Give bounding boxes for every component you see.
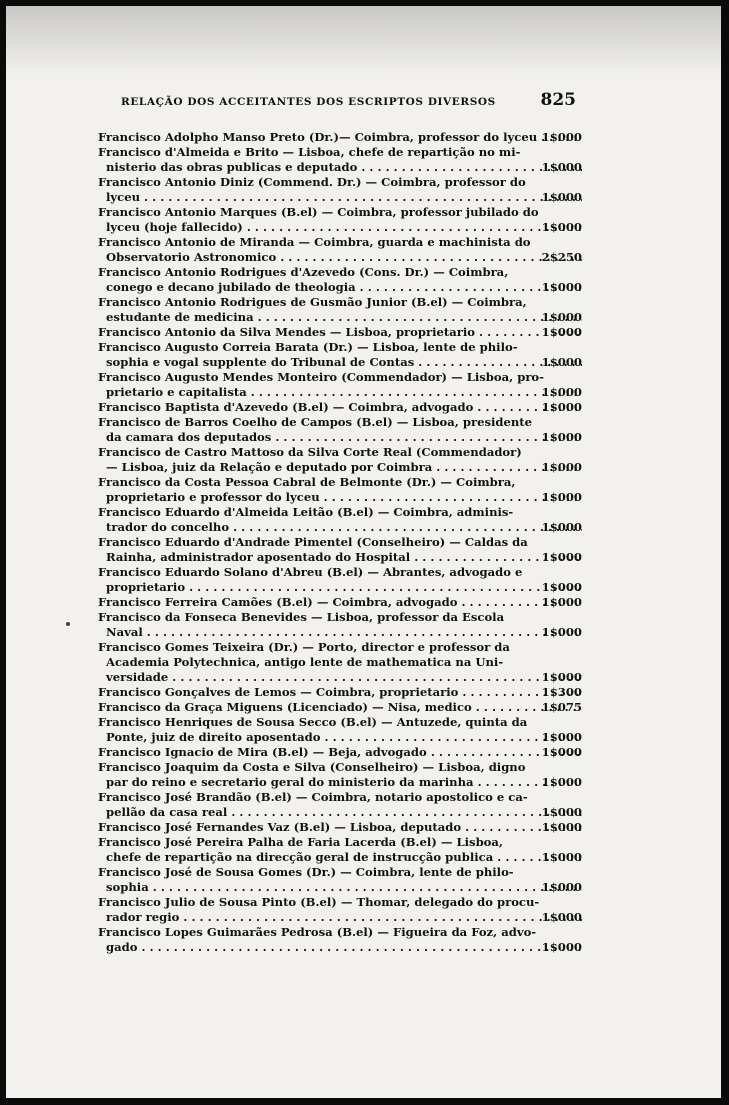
entry-line: [98, 175, 582, 190]
list-item: [98, 205, 582, 235]
entry-text: prietario e capitalista . . .: [106, 385, 582, 399]
entry-amount: 1$000: [541, 670, 582, 684]
entry-line: [98, 475, 582, 490]
entry-text: Francisco Baptista d'Azevedo (B.el) — Coimbra, advogado . . .: [98, 400, 582, 414]
list-item: [98, 610, 582, 640]
entry-text: estudante de medicina . . .: [106, 310, 582, 324]
list-item: [98, 640, 582, 685]
entry-line: [98, 760, 582, 775]
entry-line: [98, 625, 582, 640]
entry-line: [98, 295, 582, 310]
entry-text: Francisco Joaquim da Costa e Silva (Conselheiro) — Lisboa, digno: [98, 760, 526, 774]
list-item: [98, 745, 582, 760]
list-item: [98, 475, 582, 505]
entry-text: conego e decano jubilado de theologia . . .: [106, 280, 582, 294]
entry-amount: 1$000: [541, 820, 582, 834]
entry-line: [98, 385, 582, 400]
entry-text: Francisco da Fonseca Benevides — Lisboa, professor da Escola: [98, 610, 505, 624]
page-title: RELAÇÃO DOS ACCEITANTES DOS ESCRIPTOS DIVERSOS: [121, 96, 496, 108]
entry-line: [98, 865, 582, 880]
entry-line: [98, 550, 582, 565]
list-item: [98, 595, 582, 610]
entry-line: [98, 610, 582, 625]
entry-line: [98, 130, 582, 145]
entry-amount: 1$000: [541, 580, 582, 594]
page-number: 825: [540, 90, 576, 110]
entry-text: Observatorio Astronomico . . .: [106, 250, 582, 264]
entry-text: lyceu . . .: [106, 190, 582, 204]
list-item: [98, 820, 582, 835]
entry-text: chefe de repartição na direcção geral de instrucção publica . . .: [106, 850, 582, 864]
entry-text: proprietario e professor do lyceu . . .: [106, 490, 582, 504]
entry-amount: 1$000: [541, 910, 582, 924]
list-item: [98, 145, 582, 175]
list-item: [98, 235, 582, 265]
entry-text: lyceu (hoje fallecido) . . .: [106, 220, 582, 234]
entry-line: [98, 880, 582, 895]
entry-amount: 1$000: [541, 130, 582, 144]
entry-line: [98, 580, 582, 595]
entry-amount: 1$000: [541, 625, 582, 639]
entry-line: [98, 640, 582, 655]
list-item: [98, 400, 582, 415]
entry-line: [98, 685, 582, 700]
entry-text: Francisco José Brandão (B.el) — Coimbra, notario apostolico e ca-: [98, 790, 528, 804]
entry-line: [98, 805, 582, 820]
entry-line: [98, 595, 582, 610]
entry-line: [98, 490, 582, 505]
entry-line: [98, 430, 582, 445]
entry-text: sophia e vogal supplente do Tribunal de Contas . . .: [106, 355, 582, 369]
entry-amount: 1$000: [541, 325, 582, 339]
entry-amount: 1$000: [541, 385, 582, 399]
entry-text: Francisco Antonio Diniz (Commend. Dr.) — Coimbra, professor do: [98, 175, 526, 189]
entry-text: Francisco da Costa Pessoa Cabral de Belmonte (Dr.) — Coimbra,: [98, 475, 516, 489]
entry-line: [98, 235, 582, 250]
entry-line: [98, 310, 582, 325]
entry-line: [98, 730, 582, 745]
entry-amount: 1$000: [541, 430, 582, 444]
entry-text: trador do concelho . . .: [106, 520, 582, 534]
entry-text: rador regio . . .: [106, 910, 582, 924]
entry-text: Francisco Antonio Rodrigues d'Azevedo (Cons. Dr.) — Coimbra,: [98, 265, 509, 279]
entry-text: Francisco José Pereira Palha de Faria Lacerda (B.el) — Lisboa,: [98, 835, 503, 849]
entry-line: [98, 895, 582, 910]
list-item: [98, 700, 582, 715]
entry-line: [98, 355, 582, 370]
entry-line: [98, 535, 582, 550]
entry-text: Francisco Gonçalves de Lemos — Coimbra, proprietario . . .: [98, 685, 582, 699]
entry-text: Naval . . .: [106, 625, 582, 639]
list-item: [98, 685, 582, 700]
entry-text: Francisco Augusto Correia Barata (Dr.) — Lisboa, lente de philo-: [98, 340, 518, 354]
entry-line: [98, 280, 582, 295]
entry-amount: 1$000: [541, 310, 582, 324]
entry-amount: 1$000: [541, 280, 582, 294]
entry-amount: 1$300: [541, 685, 582, 699]
stray-mark: [66, 622, 70, 626]
document-page: [6, 6, 721, 1098]
entry-line: [98, 715, 582, 730]
entry-line: [98, 670, 582, 685]
list-item: [98, 565, 582, 595]
entry-amount: 1$000: [541, 595, 582, 609]
entry-text: Francisco Eduardo d'Andrade Pimentel (Conselheiro) — Caldas da: [98, 535, 528, 549]
entry-text: sophia . . .: [106, 880, 582, 894]
entry-line: [98, 850, 582, 865]
entry-line: [98, 940, 582, 955]
entry-text: Francisco Lopes Guimarães Pedrosa (B.el) — Figueira da Foz, advo-: [98, 925, 537, 939]
entry-amount: 1$000: [541, 490, 582, 504]
entry-text: Ponte, juiz de direito aposentado . . .: [106, 730, 582, 744]
list-item: [98, 445, 582, 475]
entry-line: [98, 190, 582, 205]
entry-text: Francisco Gomes Teixeira (Dr.) — Porto, director e professor da: [98, 640, 510, 654]
entry-line: [98, 820, 582, 835]
entry-text: Francisco Henriques de Sousa Secco (B.el) — Antuzede, quinta da: [98, 715, 528, 729]
entry-text: nisterio das obras publicas e deputado . . .: [106, 160, 582, 174]
entry-text: Francisco d'Almeida e Brito — Lisboa, chefe de repartição no mi-: [98, 145, 521, 159]
entry-amount: 1$000: [541, 550, 582, 564]
list-item: [98, 760, 582, 790]
entry-text: Francisco Antonio Rodrigues de Gusmão Junior (B.el) — Coimbra,: [98, 295, 527, 309]
entry-line: [98, 835, 582, 850]
entry-text: Francisco José de Sousa Gomes (Dr.) — Coimbra, lente de philo-: [98, 865, 514, 879]
entry-line: [98, 370, 582, 385]
entry-text: Francisco da Graça Miguens (Licenciado) — Nisa, medico . . .: [98, 700, 582, 714]
entry-line: [98, 340, 582, 355]
entry-amount: 1$000: [541, 775, 582, 789]
list-item: [98, 130, 582, 145]
list-item: [98, 175, 582, 205]
entry-amount: 1$000: [541, 400, 582, 414]
entry-text: Francisco Ferreira Camões (B.el) — Coimbra, advogado . . .: [98, 595, 582, 609]
entry-amount: 1$000: [541, 880, 582, 894]
entry-line: [98, 415, 582, 430]
entry-line: [98, 775, 582, 790]
entry-amount: 1$000: [541, 355, 582, 369]
entry-line: [98, 460, 582, 475]
list-item: [98, 370, 582, 400]
list-item: [98, 265, 582, 295]
entry-text: gado . . .: [106, 940, 582, 954]
entry-text: Francisco Ignacio de Mira (B.el) — Beja, advogado . . .: [98, 745, 582, 759]
entry-line: [98, 505, 582, 520]
list-item: [98, 895, 582, 925]
entry-amount: 1$000: [541, 730, 582, 744]
entry-line: [98, 445, 582, 460]
entry-text: versidade . . .: [106, 670, 582, 684]
entry-text: Rainha, administrador aposentado do Hospital . . .: [106, 550, 582, 564]
entry-text: Francisco Julio de Sousa Pinto (B.el) — Thomar, delegado do procu-: [98, 895, 540, 909]
list-item: [98, 325, 582, 340]
list-item: [98, 835, 582, 865]
entry-amount: 1$000: [541, 160, 582, 174]
entry-line: [98, 520, 582, 535]
entry-line: [98, 925, 582, 940]
entry-text: Francisco Antonio da Silva Mendes — Lisboa, proprietario . . .: [98, 325, 582, 339]
entry-line: [98, 910, 582, 925]
entry-text: Francisco Eduardo d'Almeida Leitão (B.el) — Coimbra, adminis-: [98, 505, 514, 519]
list-item: [98, 340, 582, 370]
entry-text: Francisco Augusto Mendes Monteiro (Commendador) — Lisboa, pro-: [98, 370, 544, 384]
list-item: [98, 415, 582, 445]
entry-line: [98, 205, 582, 220]
entry-line: [98, 400, 582, 415]
entry-line: [98, 700, 582, 715]
entry-text: pellão da casa real . . .: [106, 805, 582, 819]
entry-text: Francisco Eduardo Solano d'Abreu (B.el) — Abrantes, advogado e: [98, 565, 523, 579]
list-item: [98, 715, 582, 745]
list-item: [98, 505, 582, 535]
entry-amount: 1$000: [541, 940, 582, 954]
entry-line: [98, 565, 582, 580]
subscriber-list: [98, 130, 582, 955]
entry-line: [98, 160, 582, 175]
entry-amount: 1$000: [541, 460, 582, 474]
entry-amount: 1$000: [541, 805, 582, 819]
list-item: [98, 865, 582, 895]
entry-amount: 1$000: [541, 850, 582, 864]
entry-line: [98, 145, 582, 160]
entry-line: [98, 325, 582, 340]
entry-line: [98, 265, 582, 280]
entry-text: da camara dos deputados . . .: [106, 430, 582, 444]
entry-amount: 1$000: [541, 520, 582, 534]
entry-text: proprietario . . .: [106, 580, 582, 594]
scan-shadow: [6, 6, 721, 76]
entry-line: [98, 250, 582, 265]
entry-amount: 1$000: [541, 745, 582, 759]
entry-text: Francisco Adolpho Manso Preto (Dr.)— Coimbra, professor do lyceu . . .: [98, 130, 582, 144]
entry-line: [98, 655, 582, 670]
entry-amount: 1$000: [541, 220, 582, 234]
entry-amount: 2$250: [541, 250, 582, 264]
entry-line: [98, 220, 582, 235]
entry-amount: 1$000: [541, 190, 582, 204]
list-item: [98, 790, 582, 820]
list-item: [98, 535, 582, 565]
entry-text: Francisco de Barros Coelho de Campos (B.el) — Lisboa, presidente: [98, 415, 533, 429]
list-item: [98, 925, 582, 955]
entry-text: — Lisboa, juiz da Relação e deputado por Coimbra . . .: [106, 460, 582, 474]
entry-text: Francisco de Castro Mattoso da Silva Corte Real (Commendador): [98, 445, 522, 459]
entry-text: Francisco Antonio Marques (B.el) — Coimbra, professor jubilado do: [98, 205, 539, 219]
entry-text: Francisco Antonio de Miranda — Coimbra, guarda e machinista do: [98, 235, 531, 249]
entry-text: par do reino e secretario geral do ministerio da marinha . . .: [106, 775, 582, 789]
entry-text: Francisco José Fernandes Vaz (B.el) — Lisboa, deputado . . .: [98, 820, 582, 834]
entry-amount: 1$075: [541, 700, 582, 714]
entry-line: [98, 745, 582, 760]
running-header: [121, 90, 576, 116]
entry-text: Academia Polytechnica, antigo lente de mathematica na Uni-: [106, 655, 504, 669]
entry-line: [98, 790, 582, 805]
list-item: [98, 295, 582, 325]
